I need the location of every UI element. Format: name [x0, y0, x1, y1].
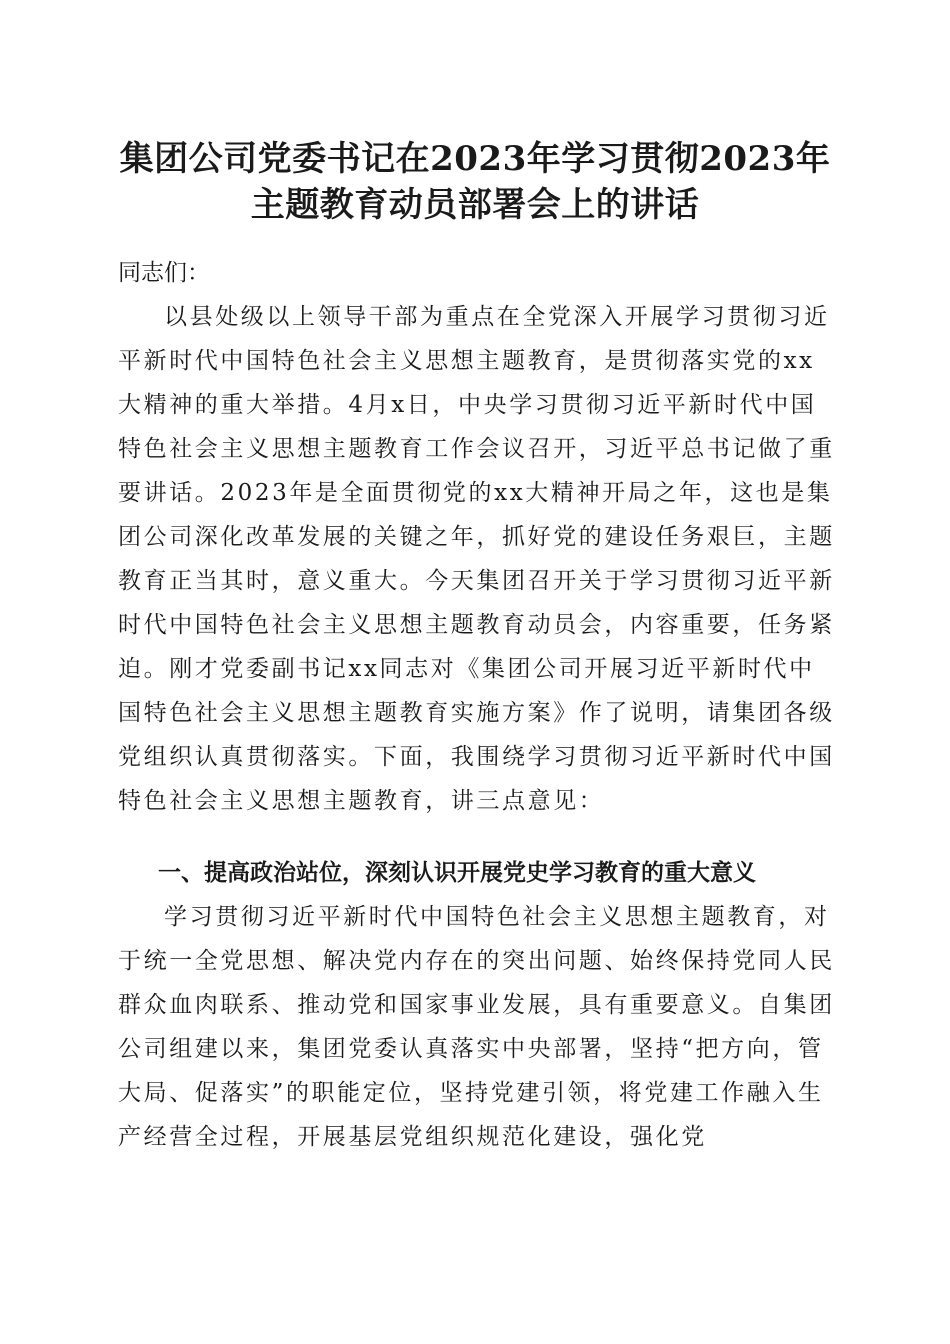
- document-title-line-1: 集团公司党委书记在2023年学习贯彻2023年: [119, 139, 831, 179]
- document-title-line-2: 主题教育动员部署会上的讲话: [250, 185, 700, 225]
- paragraph-intro: 以县处级以上领导干部为重点在全党深入开展学习贯彻习近平新时代中国特色社会主义思想主题教育，是贯彻落实党的xx大精神的重大举措。4月x日，中央学习贯彻习近平新时代中国特色社会主义思想主题教育工作会议召开，习近平总书记做了重要讲话。2023年是全面贯彻党的xx大精神开局之年，这也是集团公司深化改革发展的关键之年，抓好党的建设任务艰巨，主题教育正当其时，意义重大。今天集团召开关于学习贯彻习近平新时代中国特色社会主义思想主题教育动员会，内容重要，任务紧迫。刚才党委副书记xx同志对《集团公司开展习近平新时代中国特色社会主义思想主题教育实施方案》作了说明，请集团各级党组织认真贯彻落实。下面，我围绕学习贯彻习近平新时代中国特色社会主义思想主题教育，讲三点意见：: [118, 304, 835, 814]
- section-heading-1: 一、提高政治站位，深刻认识开展党史学习教育的重大意义: [158, 860, 756, 886]
- paragraph-section-1: 学习贯彻习近平新时代中国特色社会主义思想主题教育，对于统一全党思想、解决党内存在的突出问题、始终保持党同人民群众血肉联系、推动党和国家事业发展，具有重要意义。自集团公司组建以来，集团党委认真落实中央部署，坚持“把方向，管大局、促落实”的职能定位，坚持党建引领，将党建工作融入生产经营全过程，开展基层党组织规范化建设，强化党: [118, 904, 835, 1150]
- salutation: 同志们：: [118, 260, 210, 286]
